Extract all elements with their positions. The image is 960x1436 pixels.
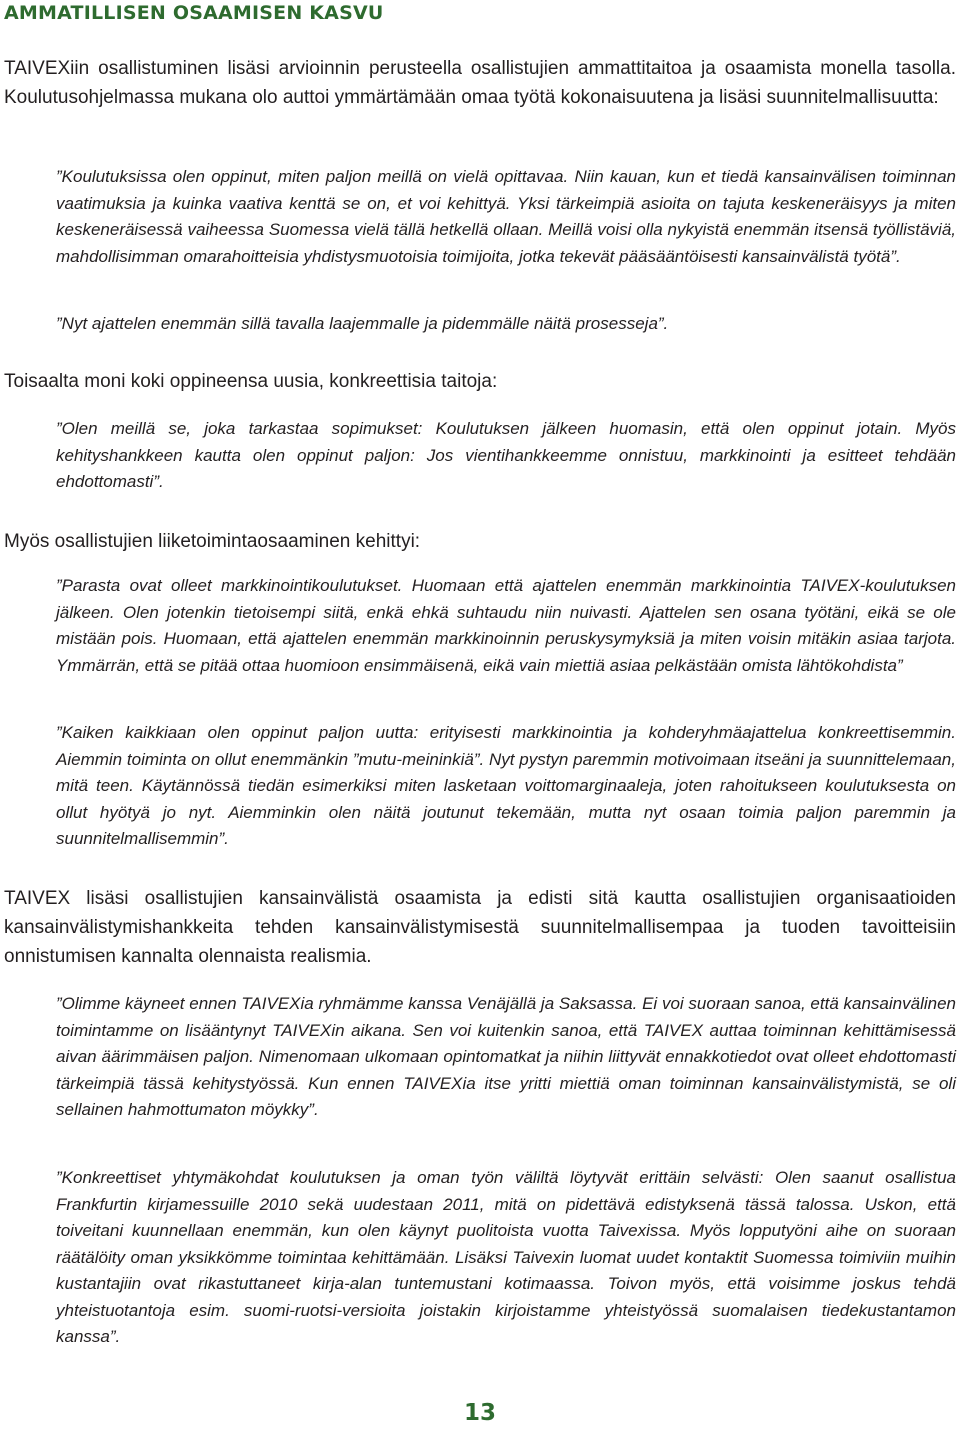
intro-paragraph: TAIVEXiin osallistuminen lisäsi arvioinnin perusteella osallistujien ammattitaitoa ja osaamista monella tasolla. Koulutusohjelmassa mukana olo auttoi ymmärtämään omaa työtä kokonaisuutena ja lisäsi suunnitelmallisuutta: (4, 58, 956, 108)
quote-paragraph: ”Parasta ovat olleet markkinointikoulutukset. Huomaan että ajattelen enemmän markkinointia TAIVEX-koulutuksen jälkeen. Olen jotenkin tietoisempi siitä, enkä ehkä suhtaudu niin nuivasti. Ajattelen sen osana työtäni, eikä se ole mistään pois. Huomaan, että ajattelen enemmän markkinoinnin peruskysymyksiä ja miten voisin mitäkin asiaa tarjota. Ymmärrän, että se pitää ottaa huomioon ensimmäisenä, eikä vain miettiä asiaa pelkästään omista lähtökohdista” (56, 576, 956, 675)
page-number: 13 (463, 1400, 496, 1426)
quote-paragraph: ”Olen meillä se, joka tarkastaa sopimukset: Koulutuksen jälkeen huomasin, että olen oppinut jotain. Myös kehityshankkeen kautta olen oppinut paljon: Jos vientihankkeemme onnistuu, markkinointi ja esitteet tehdään ehdottomasti”. (56, 419, 956, 491)
quote-paragraph: ”Olimme käyneet ennen TAIVEXia ryhmämme kanssa Venäjällä ja Saksassa. Ei voi suoraan sanoa, että kansainvälinen toimintamme on lisääntynyt TAIVEXin aikana. Sen voi kuitenkin sanoa, että TAIVEX auttaa toiminnan kehittämisessä aivan äärimmäisen paljon. Nimenomaan ulkomaan opintomatkat ja niihin liittyvät ennakkotiedot ovat olleet ehdottomasti tärkeimpiä tässä kehitystyössä. Kun ennen TAIVEXia itse yritti miettiä oman toiminnan kansainvälistymistä, se oli sellainen hahmottumaton möykky”. (56, 994, 956, 1119)
body-paragraph: Toisaalta moni koki oppineensa uusia, konkreettisia taitoja: (4, 371, 498, 392)
quote-paragraph: ”Koulutuksissa olen oppinut, miten paljon meillä on vielä opittavaa. Niin kauan, kun et tiedä kansainvälisen toiminnan vaatimuksia ja kuinka vaativa kenttä se on, et voi kehittyä. Yksi tärkeimpiä asioita on tajuta keskeneräisyys ja miten keskeneräisessä vaiheessa Suomessa vielä tällä hetkellä ollaan. Meillä voisi olla nykyistä enemmän itsensä työllistäviä, mahdollisimman omarahoitteisia yhdistysmuotoisia toimijoita, jotka tekevät pääsääntöisesti kansainvälistä työtä”. (56, 167, 956, 266)
body-paragraph: Myös osallistujien liiketoimintaosaaminen kehittyi: (4, 531, 421, 552)
quote-paragraph: ”Nyt ajattelen enemmän sillä tavalla laajemmalle ja pidemmälle näitä prosesseja”. (56, 314, 669, 333)
section-heading: AMMATILLISEN OSAAMISEN KASVU (4, 2, 384, 24)
quote-paragraph: ”Kaiken kaikkiaan olen oppinut paljon uutta: erityisesti markkinointia ja kohderyhmäajattelua konkreettisemmin. Aiemmin toiminta on ollut enemmänkin ”mutu-meininkiä”. Nyt pystyn paremmin motivoimaan itseäni ja suunnittelemaan, mitä teen. Käytännössä tiedän esimerkiksi miten lasketaan voittomarginaaleja, joten rahoitukseen koulutuksesta on ollut hyötyä jo nyt. Aiemminkin olen näitä joutunut tekemään, mutta nyt osaan toimia paljon paremmin ja suunnitelmallisemmin”. (56, 723, 956, 848)
quote-paragraph: ”Konkreettiset yhtymäkohdat koulutuksen ja oman työn väliltä löytyvät erittäin selvästi: Olen saanut osallistua Frankfurtin kirjamessuille 2010 sekä uudestaan 2011, mitä on pidettävä edistyksenä tässä talossa. Uskon, että toiveitani kuunnellaan enemmän, kun olen käynyt puolitoista vuotta Taivexissa. Myös lopputyöni aihe on suoraan räätälöity oman yksikkömme toimintaa kehittämään. Lisäksi Taivexin luomat uudet kontaktit Suomessa toimiviin muihin kustantajiin ovat rikastuttaneet kirja-alan tuntemustani kotimaassa. Toivon myös, että voisimme joskus tehdä yhteistuotantoja esim. suomi-ruotsi-versioita joistakin kirjoistamme yhteistyössä suomalaisen tiedekustantamon kanssa”. (56, 1168, 956, 1346)
body-paragraph: TAIVEX lisäsi osallistujien kansainvälistä osaamista ja edisti sitä kautta osallistujien organisaatioiden kansainvälistymishankkeita tehden kansainvälistymisestä suunnitelmallisempaa ja tuoden tavoitteisiin onnistumisen kannalta olennaista realismia. (4, 888, 956, 967)
